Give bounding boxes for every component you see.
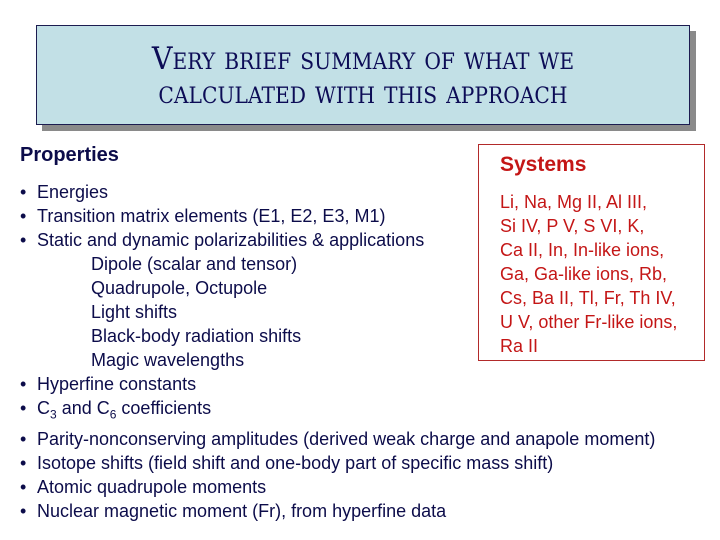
list-item-text: Dipole (scalar and tensor) — [91, 254, 298, 274]
bullet-icon: • — [20, 428, 27, 449]
title-line-2: calculated with this approach — [158, 75, 568, 111]
list-item-text: Quadrupole, Octupole — [91, 278, 268, 298]
list-item-text: Hyperfine constants — [37, 374, 197, 394]
list-item — [20, 427, 655, 451]
list-item-text: Light shifts — [91, 302, 178, 322]
list-item-text: Parity-nonconserving amplitudes (derived weak charge and anapole moment) — [37, 428, 656, 449]
title-line-1: Very brief summary of what we — [151, 41, 575, 77]
title-box — [36, 25, 690, 125]
bullet-icon: • — [20, 476, 27, 497]
list-item — [20, 396, 655, 427]
systems-box — [478, 144, 705, 361]
systems-line: Cs, Ba II, Tl, Fr, Th IV, — [500, 288, 676, 308]
list-item-text: $C_3$ and $C_6$ coefficients — [37, 398, 212, 422]
systems-line: Ra II — [500, 336, 539, 356]
list-item-text: Atomic quadrupole moments — [37, 476, 267, 497]
list-item-text: Black-body radiation shifts — [91, 326, 302, 346]
list-item-text: Transition matrix elements (E1, E2, E3, M1) — [37, 206, 386, 226]
list-item-text: Isotope shifts (field shift and one-body part of specific mass shift) — [37, 452, 554, 473]
properties-heading: Properties — [20, 144, 119, 166]
bullet-icon: • — [20, 374, 27, 394]
list-item-text: Static and dynamic polarizabilities & applications — [37, 230, 425, 250]
list-item-text: Energies — [37, 182, 109, 202]
systems-line: Si IV, P V, S VI, K, — [500, 216, 645, 236]
bullet-icon: • — [20, 500, 27, 521]
bullet-icon: • — [20, 182, 27, 202]
list-item — [20, 451, 655, 475]
systems-heading: Systems — [500, 153, 587, 176]
systems-list — [500, 190, 677, 358]
list-item — [20, 372, 655, 396]
list-item — [20, 475, 655, 499]
list-item-text: Nuclear magnetic moment (Fr), from hyperfine data — [37, 500, 447, 521]
systems-line: Ca II, In, In-like ions, — [500, 240, 665, 260]
systems-line: U V, other Fr-like ions, — [500, 312, 678, 332]
list-item — [20, 499, 655, 523]
bullet-icon: • — [20, 452, 27, 473]
list-item-text: Magic wavelengths — [91, 350, 245, 370]
bullet-icon: • — [20, 230, 27, 250]
slide-title — [63, 42, 663, 110]
bullet-icon: • — [20, 398, 27, 418]
bullet-icon: • — [20, 206, 27, 226]
systems-line: Ga, Ga-like ions, Rb, — [500, 264, 668, 284]
systems-line: Li, Na, Mg II, Al III, — [500, 192, 648, 212]
